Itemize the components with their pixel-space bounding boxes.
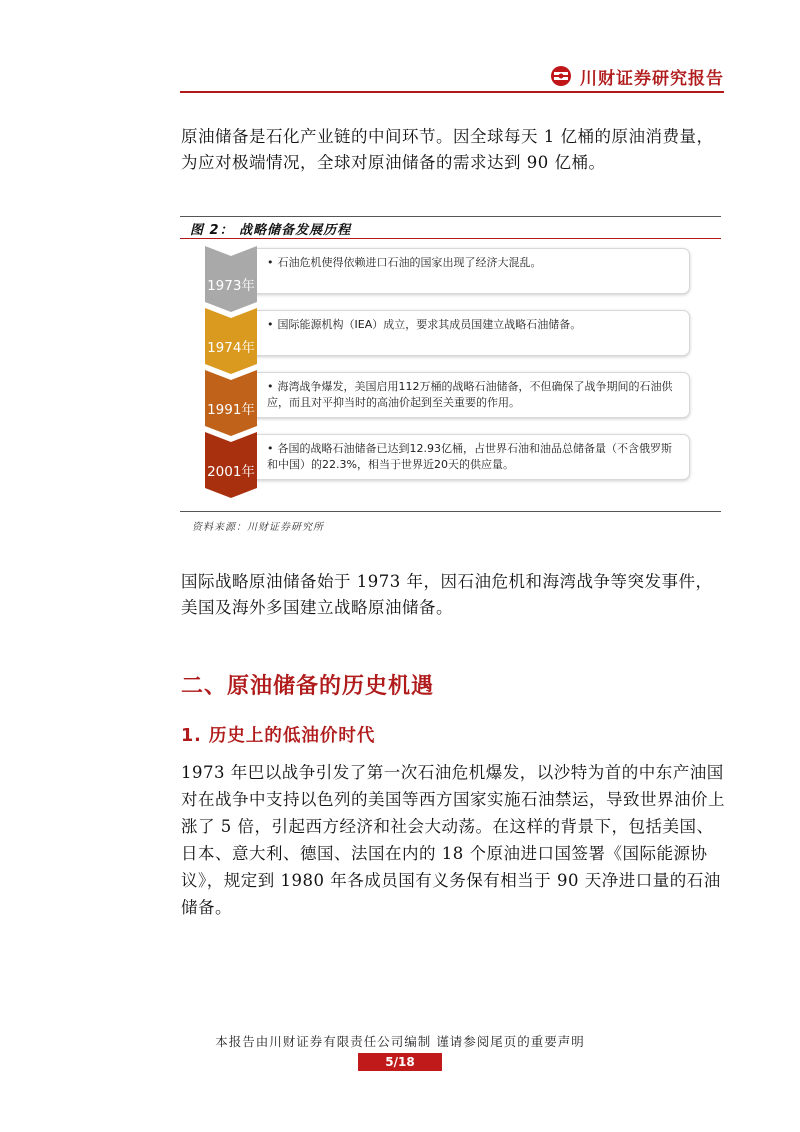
header-rule	[180, 91, 724, 93]
brand-logo-icon	[550, 65, 572, 87]
figure-title: 图 2： 战略储备发展历程	[190, 223, 352, 238]
timeline-text-1974: 国际能源机构（IEA）成立，要求其成员国建立战略石油储备。	[277, 318, 582, 331]
paragraph-intro: 原油储备是石化产业链的中间环节。因全球每天 1 亿桶的原油消费量，为应对极端情况，全球对原油储备的需求达到 90 亿桶。	[181, 127, 714, 172]
timeline-row	[205, 370, 690, 430]
timeline-row	[205, 308, 690, 368]
paragraph-history: 国际战略原油储备始于 1973 年，因石油危机和海湾战争等突发事件，美国及海外多国建立战略原油储备。	[181, 572, 713, 617]
figure-source: 资料来源：川财证券研究所	[192, 522, 324, 533]
figure-title-rule	[180, 238, 721, 239]
timeline-year-1991: 1991年	[207, 402, 255, 418]
paragraph-oil-crisis: 1973 年巴以战争引发了第一次石油危机爆发，以沙特为首的中东产油国对在战争中支持以色列的美国等西方国家实施石油禁运，导致世界油价上涨了 5 倍，引起西方经济和社会大动荡。在这样的背景下，包括美国、日本、意大利、德国、法国在内的 18 个原油进口国签署《国际能源协议》，规定到 1980 年各成员国有义务保有相当于 90 天净进口量的石油储备。	[181, 763, 725, 917]
timeline-text-2001: 各国的战略石油储备已达到12.93亿桶，占世界石油和油品总储备量（不含俄罗斯和中国）的22.3%，相当于世界近20天的供应量。	[267, 442, 672, 471]
timeline-year-1974: 1974年	[207, 340, 255, 356]
timeline-year-1973: 1973年	[207, 278, 255, 294]
footer-disclaimer: 本报告由川财证券有限责任公司编制 谨请参阅尾页的重要声明	[215, 1034, 585, 1049]
timeline-text: • 国际能源机构（IEA）成立，要求其成员国建立战略石油储备。	[267, 318, 582, 331]
timeline-row	[205, 246, 690, 306]
timeline-year-2001: 2001年	[207, 464, 255, 480]
page-number: 5/18	[358, 1053, 442, 1071]
timeline-text: • 各国的战略石油储备已达到12.93亿桶，占世界石油和油品总储备量（不含俄罗斯和中国）的22.3%，相当于世界近20天的供应量。	[267, 442, 672, 471]
subsection-heading: 1. 历史上的低油价时代	[181, 726, 376, 746]
header-brand	[550, 64, 724, 88]
section-heading: 二、原油储备的历史机遇	[181, 674, 435, 699]
timeline-text-1973: 石油危机使得依赖进口石油的国家出现了经济大混乱。	[277, 256, 542, 269]
timeline-text: • 海湾战争爆发，美国启用112万桶的战略石油储备，不但确保了战争期间的石油供应，而且对平抑当时的高油价起到至关重要的作用。	[267, 380, 673, 409]
timeline-text-1991: 海湾战争爆发，美国启用112万桶的战略石油储备，不但确保了战争期间的石油供应，而且对平抑当时的高油价起到至关重要的作用。	[267, 380, 673, 409]
timeline-diagram	[205, 246, 690, 500]
timeline-row	[205, 432, 690, 492]
brand-name: 川财证券研究报告	[580, 68, 724, 89]
figure-bottom-rule	[180, 511, 721, 512]
timeline-text: • 石油危机使得依赖进口石油的国家出现了经济大混乱。	[267, 256, 542, 269]
